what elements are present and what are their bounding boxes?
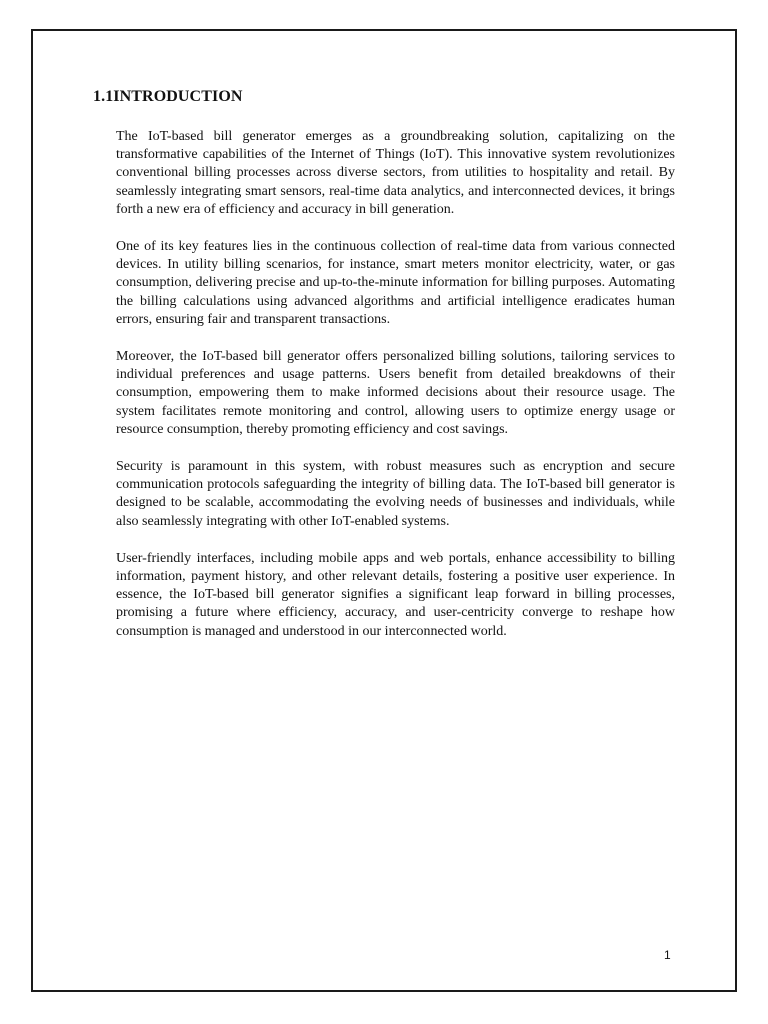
paragraph-5: User-friendly interfaces, including mobile apps and web portals, enhance accessibility to billing information, payment history, and other relevant details, fostering a positive user experience. In essence, the IoT-based bill generator signifies a significant leap forward in billing processes, promising a future where efficiency, accuracy, and user-centricity converge to reshape how consumption is managed and understood in our interconnected world. [116,550,675,639]
section-heading: 1.1INTRODUCTION [93,88,243,105]
paragraph-3: Moreover, the IoT-based bill generator offers personalized billing solutions, tailoring services to individual preferences and usage patterns. Users benefit from detailed breakdowns of their consumption, empowering them to make informed decisions about their resource usage. The system facilitates remote monitoring and control, allowing users to optimize energy usage or resource consumption, thereby promoting efficiency and cost savings. [116,349,675,437]
paragraph-1: The IoT-based bill generator emerges as a groundbreaking solution, capitalizing on the transformative capabilities of the Internet of Things (IoT). This innovative system revolutionizes conventional billing processes across diverse sectors, from utilities to hospitality and retail. By seamlessly integrating smart sensors, real-time data analytics, and interconnected devices, it brings forth a new era of efficiency and accuracy in bill generation. [116,129,675,217]
page-number: 1 [664,948,671,962]
paragraph-4: Security is paramount in this system, with robust measures such as encryption and secure communication protocols safeguarding the integrity of billing data. The IoT-based bill generator is designed to be scalable, accommodating the evolving needs of businesses and individuals, while also seamlessly integrating with other IoT-enabled systems. [116,459,675,529]
paragraph-2: One of its key features lies in the continuous collection of real-time data from various connected devices. In utility billing scenarios, for instance, smart meters monitor electricity, water, or gas consumption, delivering precise and up-to-the-minute information for billing purposes. Automating the billing calculations using advanced algorithms and artificial intelligence eradicates human errors, ensuring fair and transparent transactions. [116,239,675,327]
body-text [116,128,675,660]
